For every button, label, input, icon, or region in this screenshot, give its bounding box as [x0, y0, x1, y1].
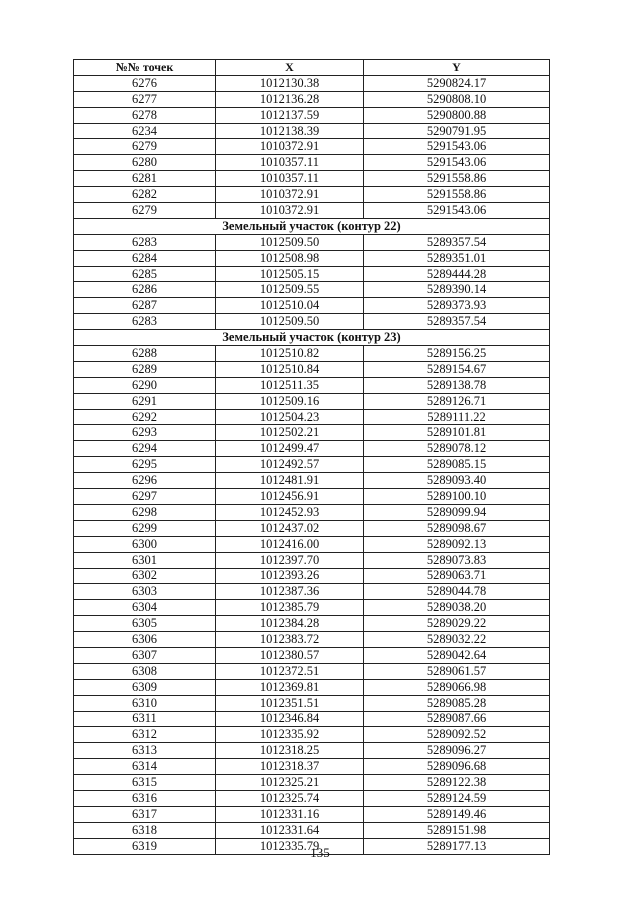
cell-x: 1012331.64 — [216, 822, 364, 838]
cell-x: 1012492.57 — [216, 457, 364, 473]
cell-x: 1012138.39 — [216, 123, 364, 139]
table-row — [74, 75, 550, 91]
table-row — [74, 282, 550, 298]
cell-x: 1012331.16 — [216, 806, 364, 822]
cell-y: 5289093.40 — [364, 473, 550, 489]
cell-point-number: 6297 — [74, 489, 216, 505]
cell-x: 1010372.91 — [216, 203, 364, 219]
cell-x: 1012504.23 — [216, 409, 364, 425]
cell-x: 1012384.28 — [216, 616, 364, 632]
cell-point-number: 6288 — [74, 346, 216, 362]
cell-x: 1012351.51 — [216, 695, 364, 711]
cell-point-number: 6295 — [74, 457, 216, 473]
cell-x: 1012456.91 — [216, 489, 364, 505]
table-row — [74, 409, 550, 425]
cell-point-number: 6296 — [74, 473, 216, 489]
cell-x: 1012387.36 — [216, 584, 364, 600]
table-row — [74, 377, 550, 393]
cell-x: 1012437.02 — [216, 520, 364, 536]
table-row — [74, 536, 550, 552]
cell-x: 1012369.81 — [216, 679, 364, 695]
cell-x: 1012502.21 — [216, 425, 364, 441]
cell-x: 1012130.38 — [216, 75, 364, 91]
cell-y: 5289087.66 — [364, 711, 550, 727]
cell-y: 5289156.25 — [364, 346, 550, 362]
cell-y: 5289078.12 — [364, 441, 550, 457]
table-row — [74, 552, 550, 568]
table-row — [74, 584, 550, 600]
table-row — [74, 520, 550, 536]
cell-point-number: 6314 — [74, 759, 216, 775]
cell-point-number: 6287 — [74, 298, 216, 314]
cell-point-number: 6283 — [74, 234, 216, 250]
cell-x: 1012318.25 — [216, 743, 364, 759]
table-row — [74, 711, 550, 727]
table-row — [74, 441, 550, 457]
cell-y: 5289042.64 — [364, 647, 550, 663]
cell-x: 1012509.16 — [216, 393, 364, 409]
table-row — [74, 425, 550, 441]
cell-y: 5289066.98 — [364, 679, 550, 695]
cell-y: 5289038.20 — [364, 600, 550, 616]
table-row — [74, 139, 550, 155]
cell-y: 5290800.88 — [364, 107, 550, 123]
cell-y: 5291543.06 — [364, 139, 550, 155]
cell-x: 1012137.59 — [216, 107, 364, 123]
cell-y: 5291558.86 — [364, 187, 550, 203]
cell-x: 1012383.72 — [216, 632, 364, 648]
cell-y: 5289099.94 — [364, 504, 550, 520]
cell-y: 5289149.46 — [364, 806, 550, 822]
table-row — [74, 600, 550, 616]
cell-y: 5289154.67 — [364, 361, 550, 377]
cell-x: 1012511.35 — [216, 377, 364, 393]
cell-x: 1010372.91 — [216, 139, 364, 155]
cell-point-number: 6303 — [74, 584, 216, 600]
cell-point-number: 6306 — [74, 632, 216, 648]
cell-y: 5289085.15 — [364, 457, 550, 473]
cell-point-number: 6307 — [74, 647, 216, 663]
cell-y: 5289063.71 — [364, 568, 550, 584]
cell-y: 5289098.67 — [364, 520, 550, 536]
table-row — [74, 361, 550, 377]
table-row — [74, 727, 550, 743]
cell-y: 5289044.78 — [364, 584, 550, 600]
cell-y: 5289177.13 — [364, 838, 550, 854]
table-row — [74, 568, 550, 584]
cell-point-number: 6277 — [74, 91, 216, 107]
table-header — [74, 60, 550, 76]
table-row — [74, 250, 550, 266]
cell-x: 1012452.93 — [216, 504, 364, 520]
cell-y: 5289357.54 — [364, 234, 550, 250]
table-row — [74, 91, 550, 107]
cell-point-number: 6310 — [74, 695, 216, 711]
cell-y: 5289073.83 — [364, 552, 550, 568]
cell-point-number: 6284 — [74, 250, 216, 266]
cell-x: 1012509.50 — [216, 314, 364, 330]
cell-x: 1012416.00 — [216, 536, 364, 552]
section-row — [74, 218, 550, 234]
cell-point-number: 6316 — [74, 790, 216, 806]
cell-y: 5289111.22 — [364, 409, 550, 425]
cell-x: 1012510.82 — [216, 346, 364, 362]
header-x: X — [216, 60, 364, 76]
cell-y: 5289444.28 — [364, 266, 550, 282]
cell-point-number: 6293 — [74, 425, 216, 441]
cell-x: 1012346.84 — [216, 711, 364, 727]
cell-point-number: 6281 — [74, 171, 216, 187]
table-row — [74, 203, 550, 219]
table-row — [74, 393, 550, 409]
table-row — [74, 187, 550, 203]
cell-y: 5290808.10 — [364, 91, 550, 107]
table-row — [74, 632, 550, 648]
cell-x: 1012509.55 — [216, 282, 364, 298]
cell-y: 5289061.57 — [364, 663, 550, 679]
cell-x: 1012481.91 — [216, 473, 364, 489]
coordinates-table — [73, 59, 550, 855]
header-point-number: №№ точек — [74, 60, 216, 76]
cell-y: 5289373.93 — [364, 298, 550, 314]
cell-x: 1012499.47 — [216, 441, 364, 457]
cell-y: 5289085.28 — [364, 695, 550, 711]
cell-x: 1012509.50 — [216, 234, 364, 250]
cell-x: 1010357.11 — [216, 155, 364, 171]
cell-y: 5291558.86 — [364, 171, 550, 187]
cell-y: 5289032.22 — [364, 632, 550, 648]
header-row — [74, 60, 550, 76]
cell-x: 1012380.57 — [216, 647, 364, 663]
cell-point-number: 6299 — [74, 520, 216, 536]
cell-point-number: 6289 — [74, 361, 216, 377]
cell-point-number: 6276 — [74, 75, 216, 91]
cell-y: 5289029.22 — [364, 616, 550, 632]
cell-x: 1012136.28 — [216, 91, 364, 107]
cell-point-number: 6282 — [74, 187, 216, 203]
table-row — [74, 489, 550, 505]
cell-point-number: 6302 — [74, 568, 216, 584]
cell-x: 1012505.15 — [216, 266, 364, 282]
table-row — [74, 759, 550, 775]
cell-y: 5289092.13 — [364, 536, 550, 552]
table-body — [74, 75, 550, 854]
cell-point-number: 6305 — [74, 616, 216, 632]
cell-point-number: 6308 — [74, 663, 216, 679]
header-y: Y — [364, 60, 550, 76]
cell-x: 1012335.79 — [216, 838, 364, 854]
cell-point-number: 6309 — [74, 679, 216, 695]
table-row — [74, 298, 550, 314]
table-row — [74, 663, 550, 679]
table-row — [74, 234, 550, 250]
page-number: 135 — [310, 845, 330, 860]
cell-x: 1012397.70 — [216, 552, 364, 568]
cell-y: 5291543.06 — [364, 155, 550, 171]
cell-point-number: 6298 — [74, 504, 216, 520]
cell-x: 1012325.74 — [216, 790, 364, 806]
cell-point-number: 6313 — [74, 743, 216, 759]
cell-point-number: 6234 — [74, 123, 216, 139]
cell-y: 5289351.01 — [364, 250, 550, 266]
cell-point-number: 6286 — [74, 282, 216, 298]
cell-x: 1012318.37 — [216, 759, 364, 775]
cell-y: 5290791.95 — [364, 123, 550, 139]
cell-y: 5289151.98 — [364, 822, 550, 838]
cell-point-number: 6279 — [74, 139, 216, 155]
cell-x: 1012510.84 — [216, 361, 364, 377]
table-row — [74, 504, 550, 520]
cell-y: 5289357.54 — [364, 314, 550, 330]
cell-x: 1012372.51 — [216, 663, 364, 679]
cell-point-number: 6283 — [74, 314, 216, 330]
cell-y: 5289124.59 — [364, 790, 550, 806]
table-row — [74, 790, 550, 806]
cell-y: 5291543.06 — [364, 203, 550, 219]
cell-x: 1012335.92 — [216, 727, 364, 743]
cell-y: 5289101.81 — [364, 425, 550, 441]
cell-point-number: 6294 — [74, 441, 216, 457]
table-row — [74, 806, 550, 822]
cell-x: 1012325.21 — [216, 775, 364, 791]
cell-point-number: 6315 — [74, 775, 216, 791]
cell-y: 5289122.38 — [364, 775, 550, 791]
cell-x: 1012393.26 — [216, 568, 364, 584]
table-row — [74, 314, 550, 330]
cell-x: 1010357.11 — [216, 171, 364, 187]
cell-point-number: 6300 — [74, 536, 216, 552]
table-row — [74, 107, 550, 123]
cell-y: 5289390.14 — [364, 282, 550, 298]
cell-point-number: 6319 — [74, 838, 216, 854]
cell-x: 1010372.91 — [216, 187, 364, 203]
table-row — [74, 647, 550, 663]
table-row — [74, 457, 550, 473]
section-title: Земельный участок (контур 23) — [74, 330, 550, 346]
section-title: Земельный участок (контур 22) — [74, 218, 550, 234]
cell-point-number: 6285 — [74, 266, 216, 282]
cell-point-number: 6311 — [74, 711, 216, 727]
cell-x: 1012508.98 — [216, 250, 364, 266]
cell-point-number: 6278 — [74, 107, 216, 123]
table-row — [74, 775, 550, 791]
cell-point-number: 6312 — [74, 727, 216, 743]
table-row — [74, 171, 550, 187]
cell-point-number: 6317 — [74, 806, 216, 822]
table-row — [74, 695, 550, 711]
table-row — [74, 346, 550, 362]
table-row — [74, 155, 550, 171]
table-row — [74, 822, 550, 838]
cell-y: 5289100.10 — [364, 489, 550, 505]
cell-x: 1012385.79 — [216, 600, 364, 616]
table-row — [74, 679, 550, 695]
cell-point-number: 6291 — [74, 393, 216, 409]
table-row — [74, 123, 550, 139]
cell-y: 5289096.27 — [364, 743, 550, 759]
table-row — [74, 616, 550, 632]
cell-y: 5289126.71 — [364, 393, 550, 409]
cell-x: 1012510.04 — [216, 298, 364, 314]
table-row — [74, 266, 550, 282]
cell-y: 5289138.78 — [364, 377, 550, 393]
cell-y: 5289092.52 — [364, 727, 550, 743]
cell-point-number: 6290 — [74, 377, 216, 393]
cell-point-number: 6292 — [74, 409, 216, 425]
cell-point-number: 6304 — [74, 600, 216, 616]
cell-y: 5289096.68 — [364, 759, 550, 775]
table-row — [74, 473, 550, 489]
cell-point-number: 6318 — [74, 822, 216, 838]
table-row — [74, 743, 550, 759]
section-row — [74, 330, 550, 346]
cell-point-number: 6280 — [74, 155, 216, 171]
cell-point-number: 6279 — [74, 203, 216, 219]
cell-y: 5290824.17 — [364, 75, 550, 91]
cell-point-number: 6301 — [74, 552, 216, 568]
